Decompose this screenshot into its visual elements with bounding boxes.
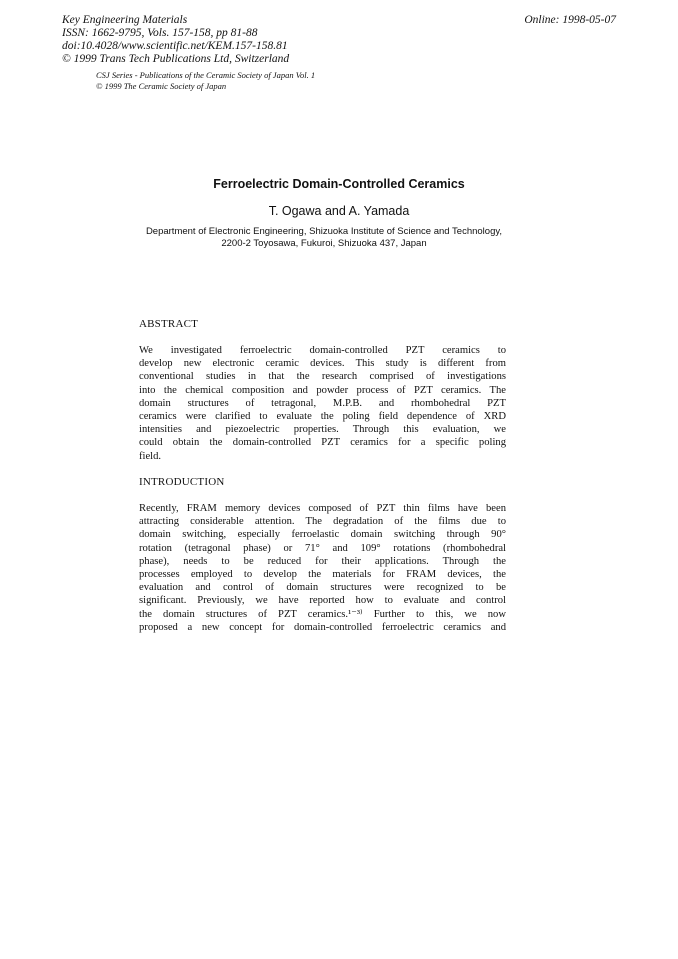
introduction-line: phase), needs to be reduced for their applications. Through the: [139, 555, 506, 567]
abstract-line: field.: [139, 450, 162, 462]
introduction-body: [139, 502, 506, 634]
paper-authors: T. Ogawa and A. Yamada: [268, 204, 410, 218]
journal-header: [62, 14, 289, 66]
introduction-line: attracting considerable attention. The degradation of the films due to: [139, 516, 506, 528]
abstract-line: domain structures of tetragonal, M.P.B. and rhombohedral PZT: [139, 397, 506, 409]
doi-line: doi:10.4028/www.scientific.net/KEM.157-158.81: [62, 40, 288, 52]
introduction-line: significant. Previously, we have reported how to evaluate and control: [139, 595, 506, 607]
introduction-line: evaluation and control of domain structures were recognized to be: [139, 582, 506, 594]
affiliation-line-1: Department of Electronic Engineering, Shizuoka Institute of Science and Technology,: [145, 226, 503, 237]
introduction-heading: INTRODUCTION: [139, 476, 225, 488]
introduction-line: the domain structures of PZT ceramics.¹⁻³⁾ Further to this, we now: [139, 608, 506, 620]
online-date: Online: 1998-05-07: [524, 14, 616, 26]
introduction-line: domain switching, especially ferroelastic domain switching through 90°: [139, 529, 506, 541]
paper-affiliation: [0, 226, 648, 249]
society-copyright: © 1999 The Ceramic Society of Japan: [96, 81, 227, 91]
abstract-line: ceramics were clarified to evaluate the poling field dependence of XRD: [139, 411, 506, 423]
abstract-line: We investigated ferroelectric domain-controlled PZT ceramics to: [139, 345, 506, 356]
abstract-line: develop new electronic ceramic devices. This study is different from: [139, 358, 506, 370]
introduction-line: proposed a new concept for domain-controlled ferroelectric ceramics and: [139, 621, 506, 633]
abstract-heading: ABSTRACT: [139, 318, 199, 330]
series-line: CSJ Series - Publications of the Ceramic Society of Japan Vol. 1: [96, 70, 316, 80]
abstract-line: conventional studies in that the research comprised of investigations: [139, 371, 506, 383]
copyright-line: © 1999 Trans Tech Publications Ltd, Switzerland: [62, 53, 290, 65]
series-note: [96, 70, 315, 92]
paper-title: Ferroelectric Domain-Controlled Ceramics: [213, 177, 465, 191]
journal-name: Key Engineering Materials: [62, 14, 188, 26]
abstract-body: [139, 344, 506, 463]
abstract-line: intensities and piezoelectric properties. Through this evaluation, we: [139, 424, 506, 436]
abstract-line: could obtain the domain-controlled PZT ceramics for a specific poling: [139, 437, 506, 449]
affiliation-line-2: 2200-2 Toyosawa, Fukuroi, Shizuoka 437, Japan: [221, 237, 427, 249]
introduction-line: Recently, FRAM memory devices composed of PZT thin films have been: [139, 503, 506, 514]
abstract-line: into the chemical composition and powder process of PZT ceramics. The: [139, 384, 506, 396]
introduction-line: rotation (tetragonal phase) or 71° and 109° rotations (rhombohedral: [139, 542, 506, 554]
introduction-line: processes employed to develop the materials for FRAM devices, the: [139, 569, 506, 581]
issn-line: ISSN: 1662-9795, Vols. 157-158, pp 81-88: [62, 27, 258, 39]
